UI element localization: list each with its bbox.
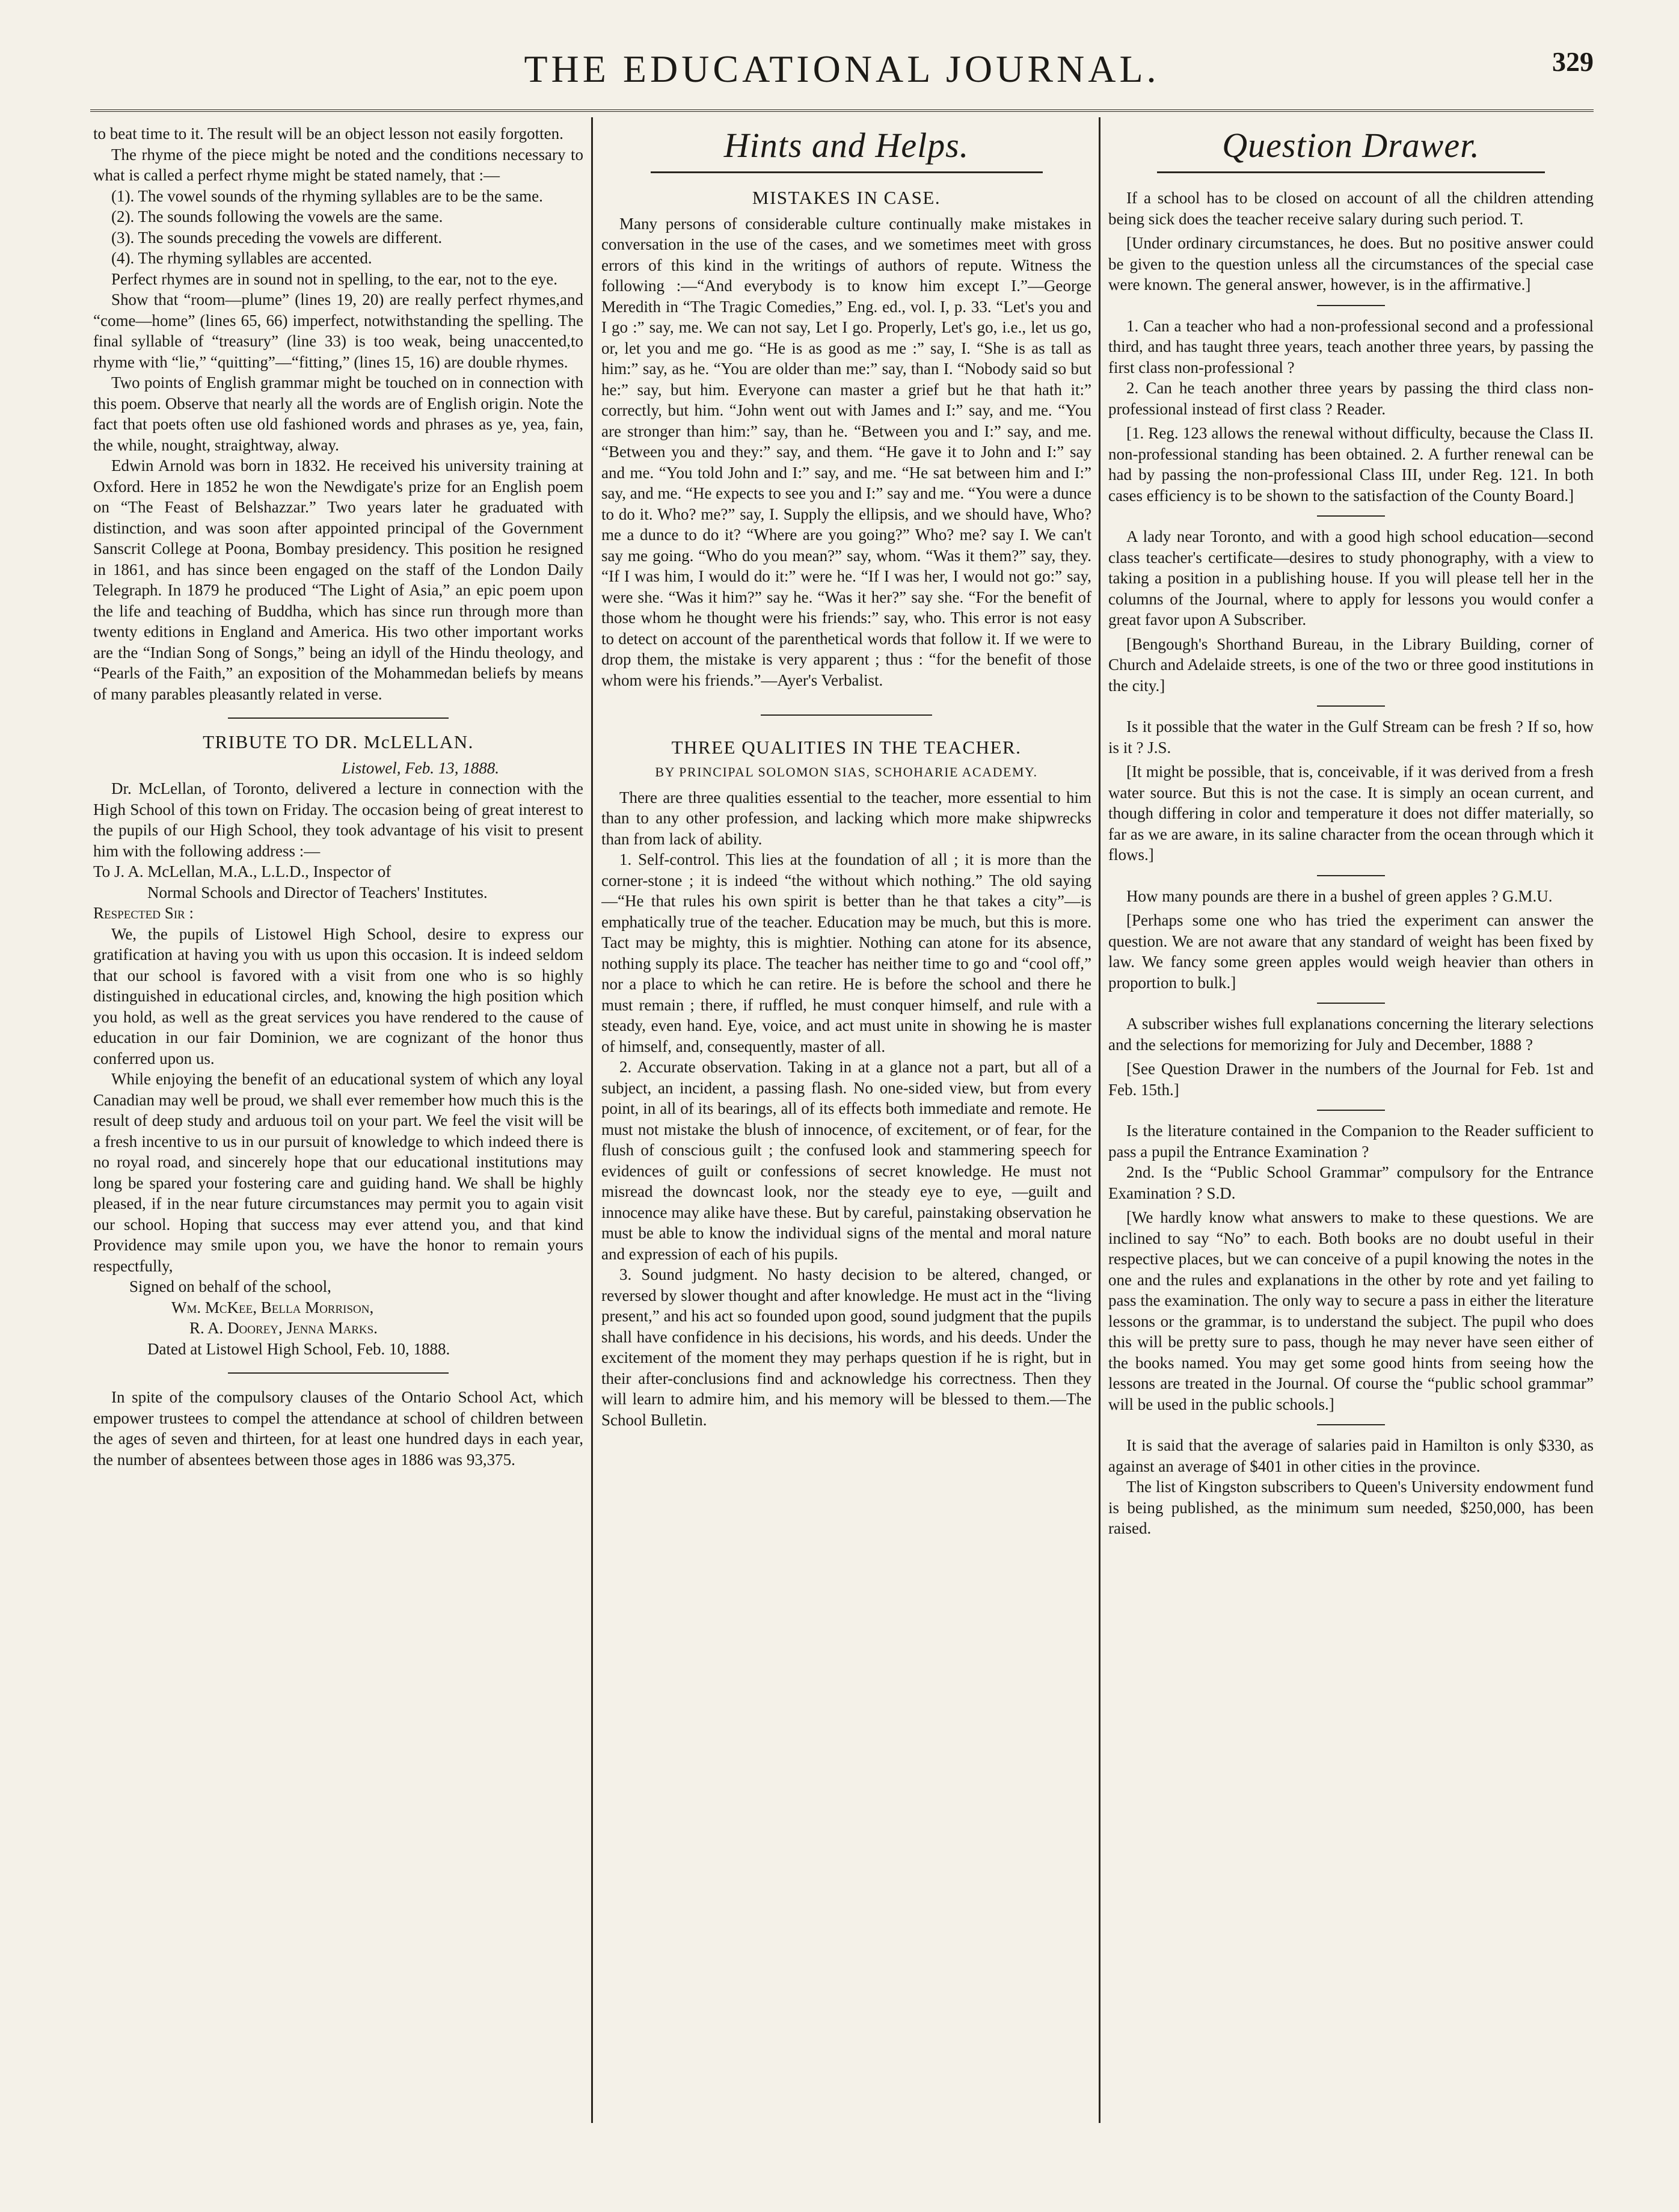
page-number: 329 <box>1552 46 1594 77</box>
column-divider <box>591 117 593 2123</box>
section-title-questions: Question Drawer. <box>1222 126 1480 165</box>
paragraph: Two points of English grammar might be touched on in connection with this poem. Observe that nearly all the words are of English origin. Note the fact that poets often use old fashioned words and phrases as ye, yea, fain, the while, nought, straightway, alway. <box>93 373 583 454</box>
paragraph: 1. Self-control. This lies at the foundation of all ; it is more than the corner-stone ; it is indeed “the without which nothing.” The old saying—“He that rules his own spirit is better than he that takes a city”—is emphatically true of the teacher. Education may be much, but this is more. Tact may be mighty, this is mightier. Nothing can atone for its absence, nothing supply its place. The teacher has neither time to go and “cool off,” nor a place to which he can retire. He is before the school and there he must remain ; there, if ruffled, he must conquer himself, and rule with a steady, even hand. Eye, voice, and act must unite in showing he is master of himself, and, consequently, master of all. <box>601 850 1091 1055</box>
question: 1. Can a teacher who had a non-professional second and a professional third, and has taught three years, teach another three years, by passing the first class non-professional ? <box>1108 316 1594 376</box>
paragraph: Many persons of considerable culture continually make mistakes in conversation in the use of the cases, and we sometimes meet with gross errors of this kind in the writings of authors of repute. Witness the following :—“And everybody is to know him except I.”—George Meredith in “The Tragic Comedies,” Eng. ed., vol. I, p. 33. “Let's you and I go :” say, me. We can not say, Let I go. Properly, Let's go, i.e., let us go, or, let you and me go. “He is as good as me :” say, I. “She is as tall as him:” say, as he. “You are older than me:” say, than I. “Nobody said so but he:” say, but him. Everyone can master a grief but he that hath it:” correctly, but him. “John went out with James and I:” say, and me. “You are stronger than him:” say, than he. “Between you and I:” say, and me. “Between you and they:” say, and them. “He gave it to John and I:” say and me. “You told John and I:” say, and me. “He sat between him and I:” say, and me. “He expects to see you and I:” say and me. “You were a dunce to do it. Who? me?” say, I. Supply the ellipsis, and we should have, Who? me a dunce to do it? “Where are you going?” Who? me? say I. We can't say me going. “Who do you mean?” say, whom. “Was it them?” say, they. “If I was him, I would do it:” were he. “If I was her, I would not go:” say, were she. “Was it him?” say he. “Was it her?” say she. “For the benefit of those whom he thought were his friends:” say, who. This error is not easy to detect on account of the parenthetical words that follow it. If we were to drop them, the mistake is very apparent ; thus : “for the benefit of those whom were his friends.”—Ayer's Verbalist. <box>601 214 1091 689</box>
header-rule <box>90 109 1594 112</box>
answer: [1. Reg. 123 allows the renewal without difficulty, because the Class II. non-professional standing has been obtained. 2. A further renewal can be had by passing the non-professional Class III, under Reg. 121. In both cases efficiency is to be shown to the satisfaction of the County Board.] <box>1108 424 1594 505</box>
separator <box>761 714 932 716</box>
column-right <box>1108 123 1594 2120</box>
question: How many pounds are there in a bushel of green apples ? G.M.U. <box>1126 886 1553 905</box>
separator <box>228 1372 449 1374</box>
signed-line: Signed on behalf of the school, <box>129 1277 331 1295</box>
address-line: Normal Schools and Director of Teachers' Institutes. <box>147 883 488 902</box>
question: 2. Can he teach another three years by passing the third class non-professional instead of first class ? Reader. <box>1108 379 1594 418</box>
paragraph: Edwin Arnold was born in 1832. He received his university training at Oxford. Here in 1852 he won the Newdigate's prize for an English poem on “The Feast of Belshazzar.” Two years later he graduated with distinction, and was soon after appointed principal of the Government Sanscrit College at Poona, Bombay presidency. This position he resigned in 1861, and has since been engaged on the staff of the London Daily Telegraph. In 1879 he produced “The Light of Asia,” an epic poem upon the life and teaching of Buddha, which has since run through more than twenty editions in England and America. His two other important works are the “Indian Song of Songs,” being an idyll of the Hindu theology, and “Pearls of the Faith,” an exposition of the Mohammedan beliefs by means of many parables pleasantly related in verse. <box>93 456 583 703</box>
address-line: To J. A. McLellan, M.A., L.L.D., Inspector of <box>93 862 391 880</box>
separator <box>228 717 449 719</box>
column-left <box>93 123 583 2120</box>
journal-title: THE EDUCATIONAL JOURNAL. <box>524 48 1160 90</box>
list-item: (4). The rhyming syllables are accented. <box>111 249 372 267</box>
paragraph: Dr. McLellan, of Toronto, delivered a lecture in connection with the High School of this town on Friday. The occasion being of great interest to the pupils of our High School, they took advantage of his visit to present him with the following address :— <box>93 779 583 860</box>
article-title: THREE QUALITIES IN THE TEACHER. <box>671 737 1022 758</box>
section-title-hints: Hints and Helps. <box>723 126 969 165</box>
paragraph: In spite of the compulsory clauses of the Ontario School Act, which empower trustees to compel the attendance at school of children between the ages of seven and thirteen, for at least one hundred days in each year, the number of absentees between those ages in 1886 was 93,375. <box>93 1388 583 1469</box>
signatories: Wm. McKee, Bella Morrison, <box>171 1298 374 1316</box>
question: Is it possible that the water in the Gulf Stream can be fresh ? If so, how is it ? J.S. <box>1108 717 1594 757</box>
paragraph: to beat time to it. The result will be an object lesson not easily forgotten. <box>93 124 563 143</box>
dateline: Listowel, Feb. 13, 1888. <box>342 758 499 777</box>
separator <box>1317 875 1385 876</box>
article-title: TRIBUTE TO DR. McLELLAN. <box>203 731 474 752</box>
separator <box>1317 1003 1385 1004</box>
running-head <box>90 36 1594 108</box>
list-item: (2). The sounds following the vowels are the same. <box>111 207 443 226</box>
paragraph: While enjoying the benefit of an educational system of which any loyal Canadian may well be proud, we shall ever remember how much this is the result of deep study and arduous toil on your part. We feel the visit will be a fresh incentive to us in our pursuit of knowledge to which indeed there is no royal road, and sincerely hope that our educational institutions may long be spared your fostering care and guiding hand. We shall be highly pleased, if in the near future circumstances may permit you to again visit our school. Hoping that success may ever attend you, and that kind Providence may smile upon you, we have the honor to remain yours respectfully, <box>93 1070 583 1275</box>
paragraph: There are three qualities essential to the teacher, more essential to him than to any other profession, and lacking which more make shipwrecks than from lack of ability. <box>601 788 1091 848</box>
paragraph: Perfect rhymes are in sound not in spelling, to the ear, not to the eye. <box>111 269 557 288</box>
separator <box>1317 1424 1385 1425</box>
paragraph: 3. Sound judgment. No hasty decision to be altered, changed, or reversed by slower thought and after knowledge. He must act in the “living present,” and his act so founded upon good, sound judgment that the pupils shall have confidence in his decisions, his words, and his deeds. Under the excitement of the moment they may perhaps question if he is right, but in their after-conclusions find and acknowledge his correctness. Then they will learn to admire him, and his memory will be blessed to them.—The School Bulletin. <box>601 1265 1091 1429</box>
separator <box>1317 1110 1385 1111</box>
answer: [See Question Drawer in the numbers of the Journal for Feb. 1st and Feb. 15th.] <box>1108 1060 1594 1099</box>
separator <box>1317 705 1385 707</box>
dated-line: Dated at Listowel High School, Feb. 10, 1888. <box>147 1339 450 1358</box>
separator <box>1317 305 1385 306</box>
question: A lady near Toronto, and with a good high school education—second class teacher's certificate—desires to study phonography, with a view to taking a position in a publishing house. If you will please tell her in the columns of the Journal, where to apply for lessons you would confer a great favor upon A Subscriber. <box>1108 527 1594 628</box>
paragraph: Show that “room—plume” (lines 19, 20) are really perfect rhymes,and “come—home” (lines 65, 66) imperfect, notwithstanding the spelling. The final syllable of “treasury” (line 33) is too weak, being unaccented,to rhyme with “lie,” “quitting”—“fitting,” (lines 15, 16) are double rhymes. <box>93 290 583 371</box>
paragraph: The rhyme of the piece might be noted and the conditions necessary to what is called a perfect rhyme might be stated namely, that :— <box>93 145 583 184</box>
answer: [We hardly know what answers to make to these questions. We are inclined to say “No” to each. Both books are no doubt useful in their respective places, but we can conceive of a pupil knowing the notes in the one and the rules and explanations in the other by rote and yet failing to pass the examination. The only way to secure a pass in either the literature lessons or the grammar, is to understand the subject. The pupil who does this will be pretty sure to pass, though he may never have seen either of the books named. You may get some good hints from seeing how the lessons are treated in the Journal. Of course the “public school grammar” will be used in the public schools.] <box>1108 1208 1594 1413</box>
question: If a school has to be closed on account of all the children attending being sick does the teacher receive salary during such period. T. <box>1108 189 1594 228</box>
list-item: (3). The sounds preceding the vowels are different. <box>111 228 443 247</box>
byline: BY PRINCIPAL SOLOMON SIAS, SCHOHARIE ACADEMY. <box>655 764 1038 779</box>
salutation: Respected Sir : <box>93 904 194 922</box>
answer: [Under ordinary circumstances, he does. But no positive answer could be given to the question unless all the circumstances of the special case were known. The general answer, however, is in the affirmative.] <box>1108 234 1594 293</box>
section-rule <box>651 171 1043 173</box>
question: Is the literature contained in the Companion to the Reader sufficient to pass a pupil the Entrance Examination ? <box>1108 1122 1594 1161</box>
paragraph: The list of Kingston subscribers to Queen's University endowment fund is being published, as the minimum sum needed, $250,000, has been raised. <box>1108 1478 1594 1537</box>
paragraph: 2. Accurate observation. Taking in at a glance not a part, but all of a subject, an incident, a passing flash. No one-sided view, but from every point, in all of its bearings, all of its effects both immediate and remote. He must not mistake the blush of innocence, of excitement, or of fear, for the flush of conscious guilt ; the confused look and stammering speech for evidences of guilt or confessions of secret knowledge. He must not misread the downcast look, nor the steady eye to eye, —guilt and innocence may alike have these. But by careful, painstaking observation he must be able to know the individual signs of the mental and moral nature and expression of each of his pupils. <box>601 1058 1091 1263</box>
column-middle <box>601 123 1091 2120</box>
answer: [Bengough's Shorthand Bureau, in the Library Building, corner of Church and Adelaide streets, is one of the two or three good institutions in the city.] <box>1108 634 1594 695</box>
answer: [Perhaps some one who has tried the experiment can answer the question. We are not aware that any standard of weight has been fixed by law. We fancy some green apples would weigh heavier than others in proportion to bulk.] <box>1108 911 1594 992</box>
question: A subscriber wishes full explanations concerning the literary selections and the selections for memorizing for July and December, 1888 ? <box>1108 1015 1594 1054</box>
paragraph: It is said that the average of salaries paid in Hamilton is only $330, as against an average of $401 in other cities in the province. <box>1108 1436 1594 1475</box>
signatories: R. A. Doorey, Jenna Marks. <box>189 1319 378 1337</box>
column-divider <box>1099 117 1100 2123</box>
question: 2nd. Is the “Public School Grammar” compulsory for the Entrance Examination ? S.D. <box>1108 1163 1594 1202</box>
article-title: MISTAKES IN CASE. <box>752 187 941 208</box>
paragraph: We, the pupils of Listowel High School, desire to express our gratification at having you with us upon this occasion. It is indeed seldom that our school is favored with a visit from one who is so highly distinguished in educational circles, and, knowing the high position which you hold, as well as the great services you have rendered to the cause of education in our fair Dominion, we are cognizant of the honor thus conferred upon us. <box>93 924 583 1068</box>
separator <box>1317 515 1385 517</box>
list-item: (1). The vowel sounds of the rhyming syllables are to be the same. <box>111 186 543 205</box>
answer: [It might be possible, that is, conceivable, if it was derived from a fresh water source. But this is not the case. It is simply an ocean current, and though differing in color and temperature it does not differ materially, so far as we are aware, in its saline character from the ocean through which it flows.] <box>1108 763 1594 864</box>
section-rule <box>1157 171 1545 173</box>
